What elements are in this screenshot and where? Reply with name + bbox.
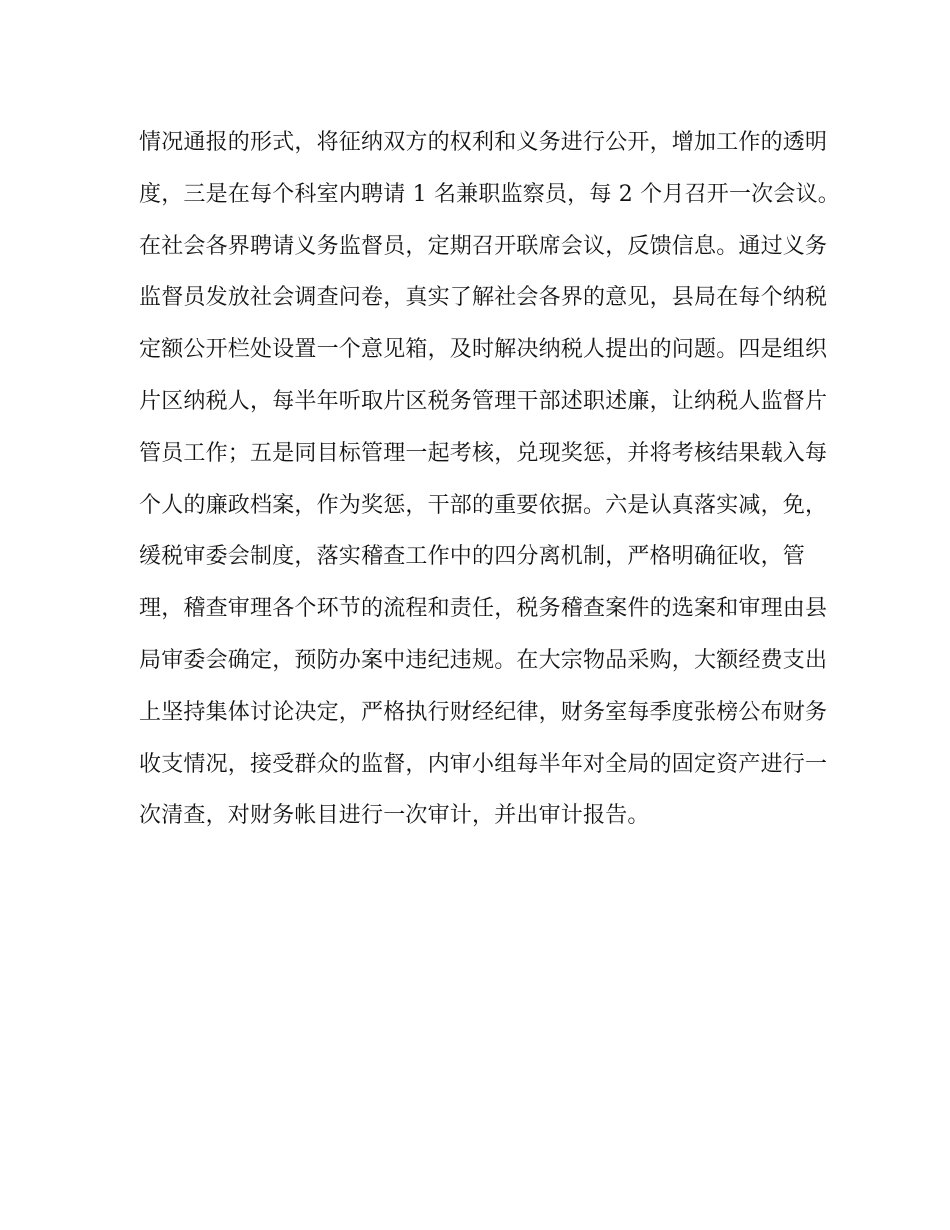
text-line: 个人的廉政档案，作为奖惩，干部的重要依据。六是认真落实减，免， xyxy=(139,492,828,518)
text-line: 管员工作；五是同目标管理一起考核，兑现奖惩，并将考核结果载入每 xyxy=(139,440,828,466)
text-line: 在社会各界聘请义务监督员，定期召开联席会议，反馈信息。通过义务 xyxy=(139,233,828,259)
text-line: 上坚持集体讨论决定，严格执行财经纪律，财务室每季度张榜公布财务 xyxy=(139,699,828,725)
text-line: 情况通报的形式，将征纳双方的权利和义务进行公开，增加工作的透明 xyxy=(139,130,828,155)
text-line: 次清查，对财务帐目进行一次审计，并出审计报告。 xyxy=(139,803,650,829)
text-line: 局审委会确定，预防办案中违纪违规。在大宗物品采购，大额经费支出 xyxy=(139,647,828,673)
text-line: 收支情况，接受群众的监督，内审小组每半年对全局的固定资产进行一 xyxy=(139,751,828,777)
text-line: 定额公开栏处设置一个意见箱，及时解决纳税人提出的问题。四是组织 xyxy=(139,337,828,363)
text-line: 缓税审委会制度，落实稽查工作中的四分离机制，严格明确征收，管 xyxy=(139,544,806,570)
text-line: 理，稽查审理各个环节的流程和责任，税务稽查案件的选案和审理由县 xyxy=(139,596,828,622)
text-line: 片区纳税人，每半年听取片区税务管理干部述职述廉，让纳税人监督片 xyxy=(139,388,828,414)
text-line: 度，三是在每个科室内聘请 1 名兼职监察员，每 2 个月召开一次会议。 xyxy=(139,181,840,207)
text-line: 监督员发放社会调查问卷，真实了解社会各界的意见，县局在每个纳税 xyxy=(139,285,828,311)
body-paragraph xyxy=(139,123,840,848)
